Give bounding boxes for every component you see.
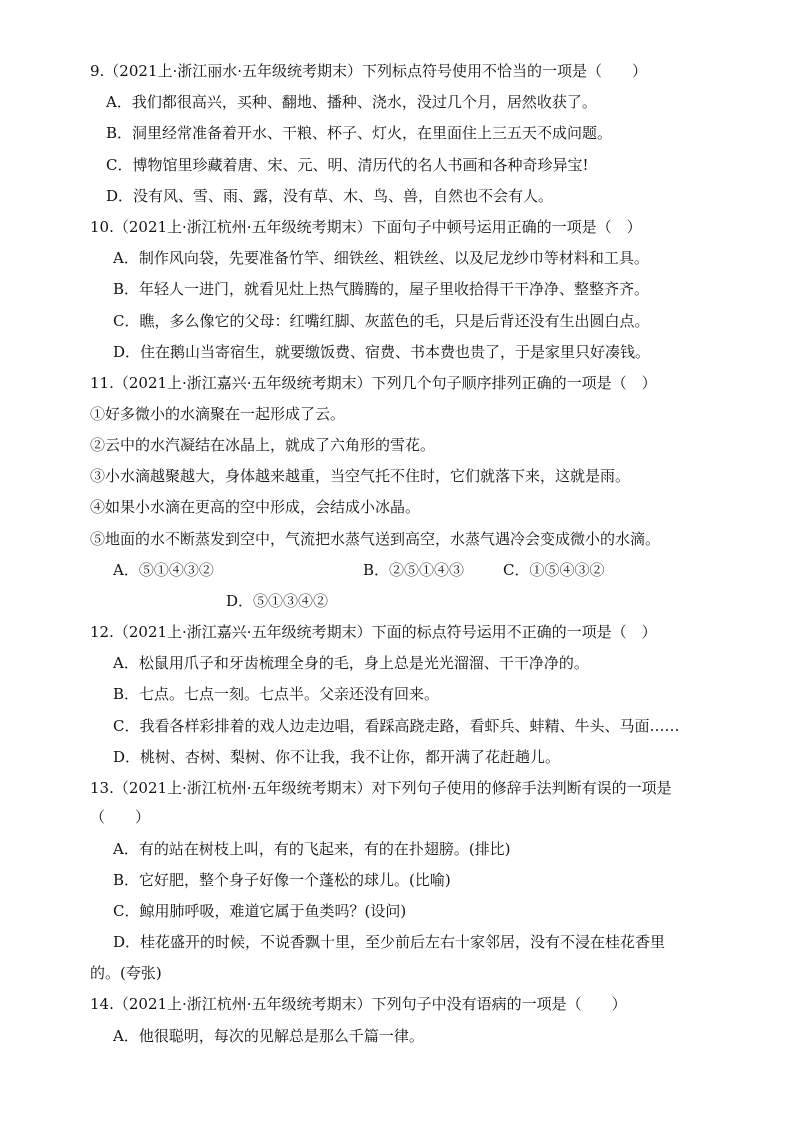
- q12-option-d: D．桃树、杏树、梨树、你不让我，我不让你，都开满了花赶趟儿。: [113, 748, 561, 766]
- q14-option-a: A．他很聪明，每次的见解总是那么千篇一律。: [113, 1027, 424, 1045]
- q14-stem: 14.（2021上·浙江杭州·五年级统考期末）下列句子中没有语病的一项是（ ）: [90, 995, 627, 1013]
- q12-option-c: C．我看各样彩排着的戏人边走边唱，看踩高跷走路，看虾兵、蚌精、牛头、马面……: [113, 717, 680, 735]
- q10-option-b: B．年轻人一进门，就看见灶上热气腾腾的，屋子里收拾得干干净净、整整齐齐。: [113, 280, 650, 298]
- q13-stem: 13.（2021上·浙江杭州·五年级统考期末）对下列句子使用的修辞手法判断有误的一项是: [90, 779, 672, 797]
- q9-stem: 9.（2021上·浙江丽水·五年级统考期末）下列标点符号使用不恰当的一项是（ ）: [90, 62, 648, 80]
- q10-option-c: C．瞧，多么像它的父母：红嘴红脚、灰蓝色的毛，只是后背还没有生出圆白点。: [113, 312, 650, 330]
- q12-option-b: B．七点。七点一刻。七点半。父亲还没有回来。: [113, 685, 440, 703]
- q13-option-d-cont: 的。(夸张): [90, 964, 162, 982]
- q11-item-4: ④如果小水滴在更高的空中形成，会结成小冰晶。: [90, 498, 421, 516]
- q10-option-d: D．住在鹅山当寄宿生，就要缴饭费、宿费、书本费也贵了，于是家里只好凑钱。: [113, 343, 651, 361]
- q10-stem: 10.（2021上·浙江杭州·五年级统考期末）下面句子中顿号运用正确的一项是（ ）: [90, 218, 642, 236]
- q11-option-a: A．⑤①④③②: [113, 561, 214, 579]
- q13-option-d: D．桂花盛开的时候，不说香飘十里，至少前后左右十家邻居，没有不浸在桂花香里: [113, 933, 666, 951]
- q13-answer-blank: （ ）: [90, 808, 151, 826]
- q11-stem: 11.（2021上·浙江嘉兴·五年级统考期末）下列几个句子顺序排列正确的一项是（ ）: [90, 374, 657, 392]
- q11-item-2: ②云中的水汽凝结在冰晶上，就成了六角形的雪花。: [90, 436, 436, 454]
- q13-option-c: C．鲸用肺呼吸，难道它属于鱼类吗？(设问): [113, 902, 407, 920]
- q11-item-1: ①好多微小的水滴聚在一起形成了云。: [90, 405, 346, 423]
- q11-item-3: ③小水滴越聚越大，身体越来越重，当空气托不住时，它们就落下来，这就是雨。: [90, 467, 631, 485]
- q9-option-c: C．博物馆里珍藏着唐、宋、元、明、清历代的名人书画和各种奇珍异宝!: [106, 156, 589, 174]
- q11-item-5: ⑤地面的水不断蒸发到空中，气流把水蒸气送到高空，水蒸气遇冷会变成微小的水滴。: [90, 530, 661, 548]
- q11-option-d: D．⑤①③④②: [226, 592, 329, 610]
- q10-option-a: A．制作风向袋，先要准备竹竿、细铁丝、粗铁丝、以及尼龙纱巾等材料和工具。: [113, 249, 649, 267]
- q13-option-b: B．它好肥，整个身子好像一个蓬松的球儿。(比喻): [113, 871, 451, 889]
- q12-option-a: A．松鼠用爪子和牙齿梳理全身的毛，身上总是光光溜溜、干干净净的。: [113, 654, 589, 672]
- q9-option-b: B．洞里经常准备着开水、干粮、杯子、灯火，在里面住上三五天不成问题。: [106, 124, 613, 142]
- q9-option-d: D．没有风、雪、雨、露，没有草、木、鸟、兽，自然也不会有人。: [106, 187, 554, 205]
- q12-stem: 12.（2021上·浙江嘉兴·五年级统考期末）下面的标点符号运用不正确的一项是（ ）: [90, 623, 657, 641]
- q9-option-a: A．我们都很高兴，买种、翻地、播种、浇水，没过几个月，居然收获了。: [106, 93, 597, 111]
- q11-option-c: C．①⑤④③②: [503, 561, 605, 579]
- q11-option-b: B．②⑤①④③: [363, 561, 465, 579]
- q13-option-a: A．有的站在树枝上叫，有的飞起来，有的在扑翅膀。(排比): [113, 840, 511, 858]
